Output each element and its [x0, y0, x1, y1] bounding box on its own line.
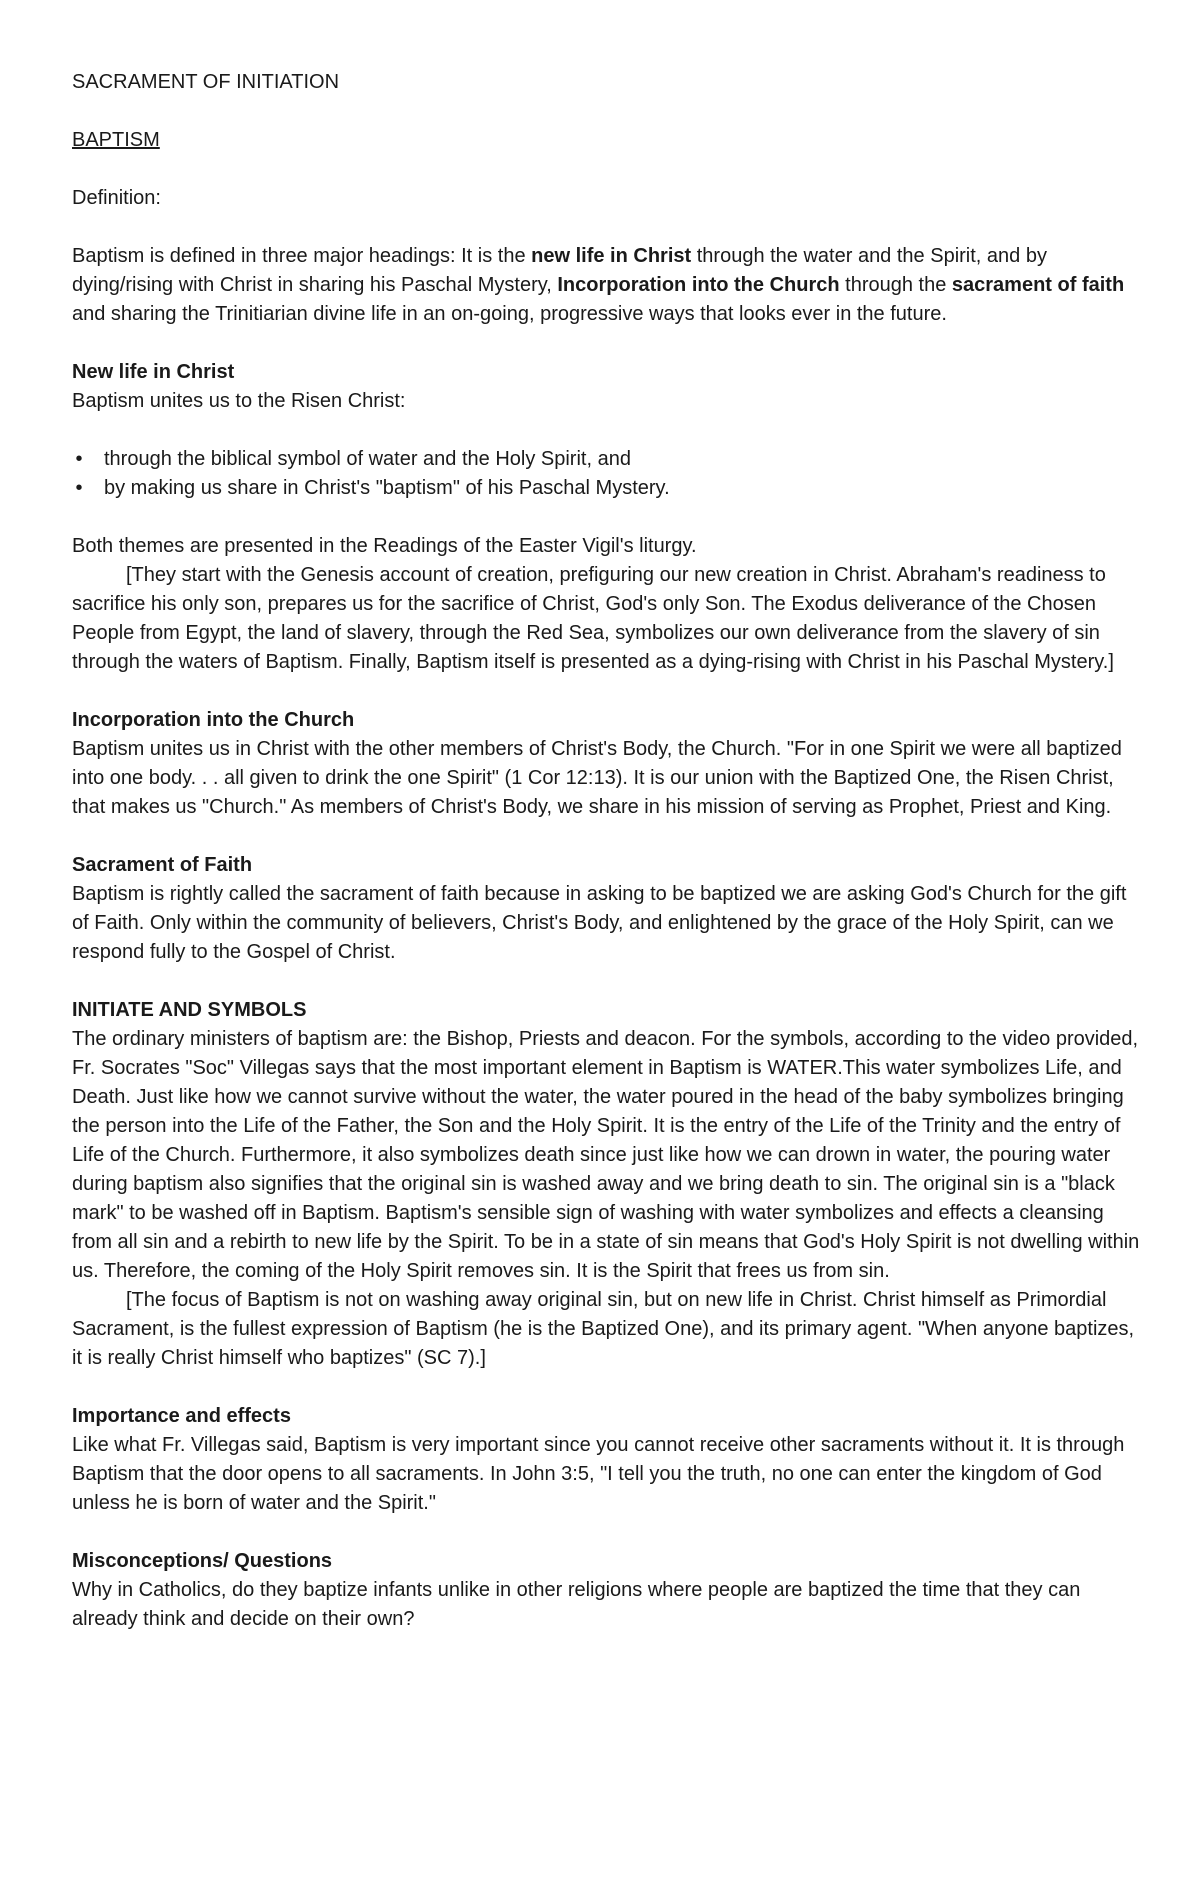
spacer — [72, 1518, 1140, 1547]
intro-paragraph — [72, 242, 1140, 329]
faith-heading: Sacrament of Faith — [72, 854, 253, 876]
church-paragraph: Baptism unites us in Christ with the other members of Christ's Body, the Church. "For in one Spirit we were all baptized into one body. . . all given to drink the one Spirit" (1 Cor 12:13). It is our union with the Baptized One, the Risen Christ, that makes us "Church." As members of Christ's Body, we share in his mission of serving as Prophet, Priest and King. — [72, 738, 1122, 818]
spacer — [72, 416, 1140, 445]
intro-text: through the water and the Spirit, and by dying/rising with Christ in sharing his Paschal Mystery, — [72, 245, 1047, 296]
initiate-paragraph: The ordinary ministers of baptism are: the Bishop, Priests and deacon. For the symbols, according to the video provided, Fr. Socrates "Soc" Villegas says that the most important element in Baptism is WATER.This water symbolizes Life, and Death. Just like how we cannot survive without the water, the water poured in the head of the baby symbolizes bringing the person into the Life of the Father, the Son and the Holy Spirit. It is the entry of the Life of the Trinity and the entry of Life of the Church. Furthermore, it also symbolizes death since just like how we can drown in water, the pouring water during baptism also signifies that the original sin is washed away and we bring death to sin. The original sin is a "black mark" to be washed off in Baptism. Baptism's sensible sign of washing with water symbolizes and effects a cleansing from all sin and a rebirth to new life by the Spirit. To be in a state of sin means that God's Holy Spirit is not dwelling within us. Therefore, the coming of the Holy Spirit removes sin. It is the Spirit that frees us from sin. — [72, 1028, 1140, 1282]
spacer — [72, 155, 1140, 184]
list-item — [72, 445, 1140, 474]
bullet-list — [72, 445, 1140, 503]
questions-heading: Misconceptions/ Questions — [72, 1550, 333, 1572]
bullet-icon: • — [75, 448, 83, 470]
initiate-heading: INITIATE AND SYMBOLS — [72, 999, 307, 1021]
genesis-bracket-paragraph: [They start with the Genesis account of creation, prefiguring our new creation in Christ. Abraham's readiness to sacrifice his only son, prepares us for the sacrifice of Christ, God's only Son. The Exodus deliverance of the Chosen People from Egypt, the land of slavery, through the Red Sea, symbolizes our own deliverance from the slavery of sin through the waters of Baptism. Finally, Baptism itself is presented as a dying-rising with Christ in his Paschal Mystery.] — [72, 564, 1114, 673]
list-item — [72, 474, 1140, 503]
definition-label: Definition: — [72, 187, 161, 209]
focus-bracket-paragraph: [The focus of Baptism is not on washing away original sin, but on new life in Christ. Christ himself as Primordial Sacrament, is the fullest expression of Baptism (he is the Baptized One), and its primary agent. "When anyone baptizes, it is really Christ himself who baptizes" (SC 7).] — [72, 1289, 1135, 1369]
intro-text: Baptism is defined in three major headings: It is the — [72, 245, 532, 267]
importance-paragraph: Like what Fr. Villegas said, Baptism is very important since you cannot receive other sacraments without it. It is through Baptism that the door opens to all sacraments. In John 3:5, "I tell you the truth, no one can enter the kingdom of God unless he is born of water and the Spirit." — [72, 1434, 1125, 1514]
spacer — [72, 822, 1140, 851]
list-item-text: through the biblical symbol of water and the Holy Spirit, and — [104, 448, 631, 470]
spacer — [72, 677, 1140, 706]
baptism-heading: BAPTISM — [72, 129, 160, 151]
intro-text: through the — [839, 274, 952, 296]
intro-bold-new-life: new life in Christ — [531, 245, 692, 267]
intro-bold-sacrament-of-faith: sacrament of faith — [951, 274, 1125, 296]
new-life-heading: New life in Christ — [72, 361, 235, 383]
spacer — [72, 329, 1140, 358]
new-life-lead: Baptism unites us to the Risen Christ: — [72, 390, 406, 412]
church-heading: Incorporation into the Church — [72, 709, 355, 731]
spacer — [72, 97, 1140, 126]
document-title: SACRAMENT OF INITIATION — [72, 71, 340, 93]
spacer — [72, 967, 1140, 996]
importance-heading: Importance and effects — [72, 1405, 291, 1427]
themes-sentence: Both themes are presented in the Readings of the Easter Vigil's liturgy. — [72, 535, 697, 557]
intro-text: and sharing the Trinitiarian divine life in an on-going, progressive ways that looks ever in the future. — [72, 303, 947, 325]
spacer — [72, 213, 1140, 242]
questions-paragraph: Why in Catholics, do they baptize infants unlike in other religions where people are baptized the time that they can already think and decide on their own? — [72, 1579, 1081, 1630]
faith-paragraph: Baptism is rightly called the sacrament of faith because in asking to be baptized we are asking God's Church for the gift of Faith. Only within the community of believers, Christ's Body, and enlightened by the grace of the Holy Spirit, can we respond fully to the Gospel of Christ. — [72, 883, 1127, 963]
spacer — [72, 1373, 1140, 1402]
bullet-icon: • — [75, 477, 83, 499]
spacer — [72, 503, 1140, 532]
list-item-text: by making us share in Christ's "baptism" of his Paschal Mystery. — [104, 477, 670, 499]
intro-bold-incorporation: Incorporation into the Church — [557, 274, 840, 296]
